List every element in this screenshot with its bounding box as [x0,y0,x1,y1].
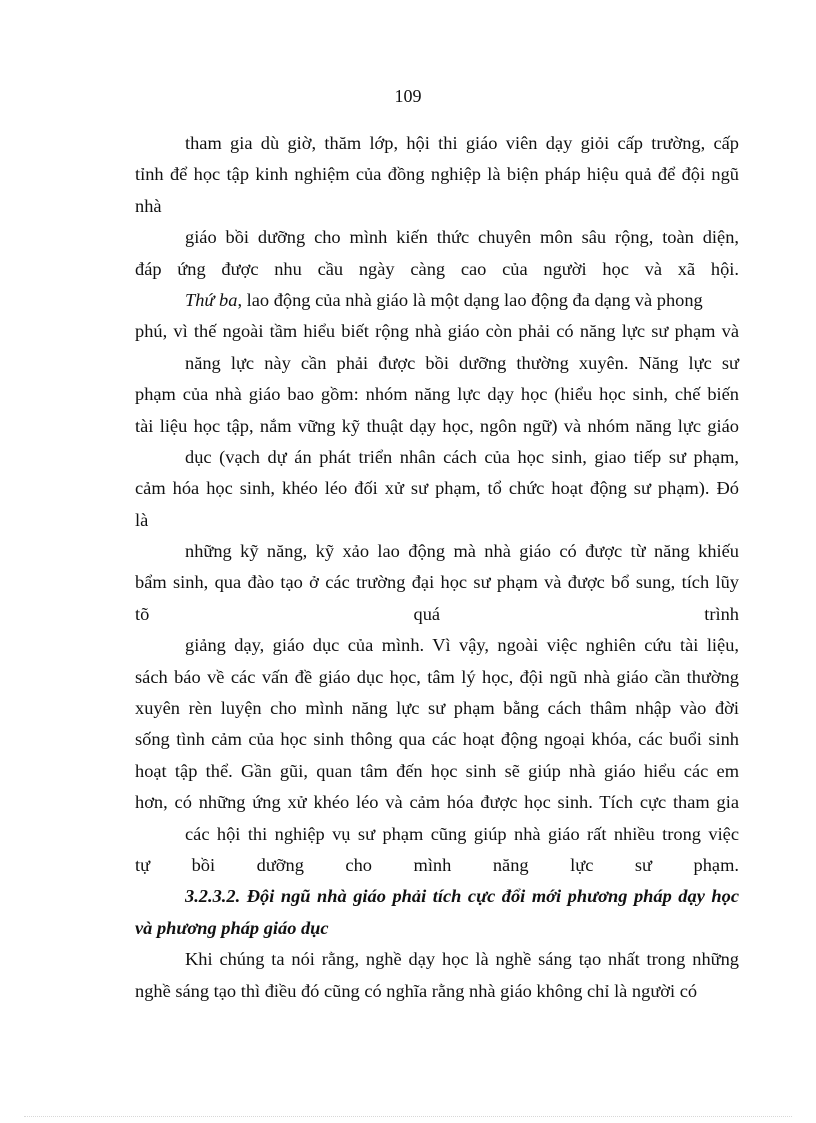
text-line: tự bồi dưỡng cho mình năng lực sư phạm. [135,854,739,875]
text-line: bẩm sinh, qua đào tạo ở các trường đại học sư phạm và được bổ sung, tích lũy [135,572,739,593]
page-footer-divider [24,1116,792,1117]
text-line: tõ quá trình [135,603,739,624]
text-line: là [135,509,149,530]
section-heading: 3.2.3.2. Đội ngũ nhà giáo phải tích cực đổi mới phương pháp dạy học [185,886,739,907]
text-line: những kỹ năng, kỹ xảo lao động mà nhà giáo có được từ năng khiếu [185,541,739,562]
text-line: nghề sáng tạo thì điều đó cũng có nghĩa rằng nhà giáo không chỉ là người có [135,980,698,1001]
text-line: các hội thi nghiệp vụ sư phạm cũng giúp nhà giáo rất nhiều trong việc [185,823,739,844]
text-line: phạm của nhà giáo bao gồm: nhóm năng lực dạy học (hiểu học sinh, chế biến [135,384,739,405]
text-span: , lao động của nhà giáo là một dạng lao động đa dạng và phong [237,289,703,310]
text-line: Khi chúng ta nói rằng, nghề dạy học là nghề sáng tạo nhất trong những [185,949,739,970]
page-number: 109 [394,86,422,106]
body-text [135,128,739,1007]
text-line: dục (vạch dự án phát triển nhân cách của học sinh, giao tiếp sư phạm, [185,446,739,467]
text-line: tỉnh để học tập kinh nghiệm của đồng nghiệp là biện pháp hiệu quả để đội ngũ [135,164,739,185]
text-line: sách báo về các vấn đề giáo dục học, tâm lý học, đội ngũ nhà giáo cần thường [135,666,739,687]
text-line: hơn, có những ứng xử khéo léo và cảm hóa được học sinh. Tích cực tham gia [135,792,739,813]
text-line: phú, vì thế ngoài tầm hiểu biết rộng nhà giáo còn phải có năng lực sư phạm và [135,321,739,342]
text-line: năng lực này cần phải được bồi dưỡng thường xuyên. Năng lực sư [185,352,739,373]
text-line: giáo bồi dưỡng cho mình kiến thức chuyên môn sâu rộng, toàn diện, [185,227,739,248]
paragraph-line [135,285,739,316]
text-line: nhà [135,195,162,216]
section-heading-continued: và phương pháp giáo dục [135,917,329,938]
text-line: xuyên rèn luyện cho mình năng lực sư phạm bằng cách thâm nhập vào đời [135,698,739,719]
text-line: đáp ứng được nhu cầu ngày càng cao của người học và xã hội. [135,258,739,279]
text-line: giảng dạy, giáo dục của mình. Vì vậy, ngoài việc nghiên cứu tài liệu, [185,635,739,656]
text-line: tham gia dù giờ, thăm lớp, hội thi giáo viên dạy giỏi cấp trường, cấp [185,133,739,153]
emphasis-text: Thứ ba [185,289,238,310]
text-line: tài liệu học tập, nắm vững kỹ thuật dạy học, ngôn ngữ) và nhóm năng lực giáo [135,415,739,436]
text-line: cảm hóa học sinh, khéo léo đối xử sư phạm, tổ chức hoạt động sư phạm). Đó [135,478,739,499]
text-line: hoạt tập thể. Gần gũi, quan tâm đến học sinh sẽ giúp nhà giáo hiểu các em [135,760,739,781]
text-line: sống tình cảm của học sinh thông qua các hoạt động ngoại khóa, các buổi sinh [135,729,739,750]
